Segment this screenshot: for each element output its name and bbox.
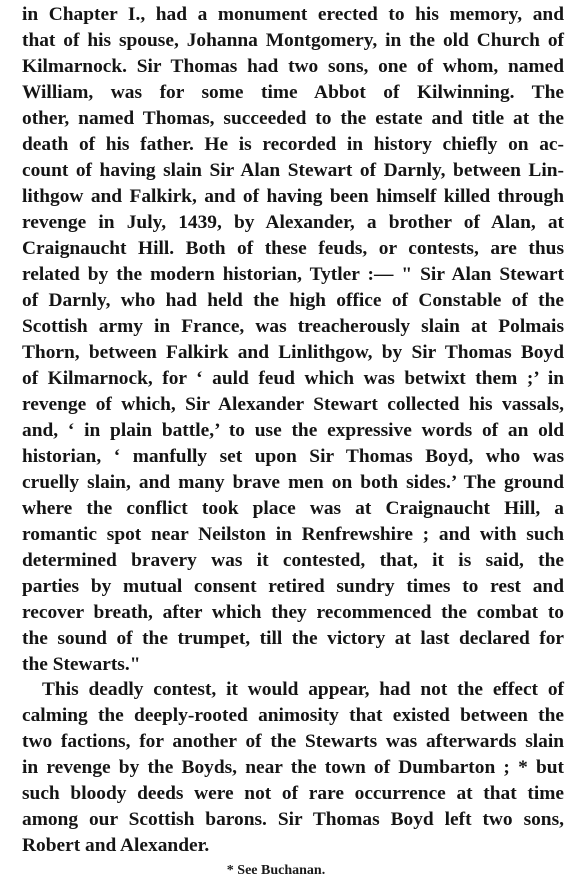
text-line: two factions, for another of the Stewarts was afterwards slain — [22, 731, 564, 752]
text-line: cruelly slain, and many brave men on both sides.’ The ground — [22, 472, 564, 493]
text-line: determined bravery was it contested, that, it is said, the — [22, 550, 564, 571]
footnote — [0, 862, 580, 880]
text-line: where the conflict took place was at Craignaucht Hill, a — [22, 498, 564, 519]
text-line: recover breath, after which they recommenced the combat to — [22, 602, 564, 623]
text-line: in revenge by the Boyds, near the town of Dumbarton ; * but — [22, 757, 564, 778]
text-line: the sound of the trumpet, till the victory at last declared for — [22, 628, 564, 649]
text-line: such bloody deeds were not of rare occurrence at that time — [22, 783, 564, 804]
text-line: that of his spouse, Johanna Montgomery, in the old Church of — [22, 30, 564, 51]
text-line: and, ‘ in plain battle,’ to use the expressive words of an old — [22, 420, 564, 441]
paragraph-2 — [22, 677, 564, 859]
text-line: Robert and Alexander. — [22, 835, 210, 856]
text-line: of Darnly, who had held the high office of Constable of the — [22, 290, 564, 311]
text-line: revenge in July, 1439, by Alexander, a brother of Alan, at — [22, 212, 564, 233]
text-line: This deadly contest, it would appear, had not the effect of — [42, 679, 564, 700]
text-line: of Kilmarnock, for ‘ auld feud which was betwixt them ;’ in — [22, 368, 564, 389]
text-line: other, named Thomas, succeeded to the estate and title at the — [22, 108, 564, 129]
text-line: lithgow and Falkirk, and of having been himself killed through — [22, 186, 564, 207]
text-line: death of his father. He is recorded in history chiefly on ac- — [22, 134, 564, 155]
text-line: historian, ‘ manfully set upon Sir Thomas Boyd, who was — [22, 446, 564, 467]
text-line: parties by mutual consent retired sundry times to rest and — [22, 576, 564, 597]
text-line: Craignaucht Hill. Both of these feuds, or contests, are thus — [22, 238, 564, 259]
text-line: among our Scottish barons. Sir Thomas Boyd left two sons, — [22, 809, 564, 830]
text-line: revenge of which, Sir Alexander Stewart collected his vassals, — [22, 394, 564, 415]
footnote-text: * See Buchanan. — [226, 863, 326, 878]
text-line: count of having slain Sir Alan Stewart of Darnly, between Lin- — [22, 160, 564, 181]
paragraph-1 — [22, 2, 564, 678]
text-line: calming the deeply-rooted animosity that existed between the — [22, 705, 564, 726]
text-line: Scottish army in France, was treacherously slain at Polmais — [22, 316, 564, 337]
text-line: the Stewarts." — [22, 654, 141, 675]
text-line: in Chapter I., had a monument erected to his memory, and — [22, 4, 564, 25]
text-line: romantic spot near Neilston in Renfrewshire ; and with such — [22, 524, 564, 545]
text-line: related by the modern historian, Tytler :— " Sir Alan Stewart — [22, 264, 564, 285]
text-line: Kilmarnock. Sir Thomas had two sons, one of whom, named — [22, 56, 564, 77]
text-line: William, was for some time Abbot of Kilwinning. The — [22, 82, 564, 103]
text-line: Thorn, between Falkirk and Linlithgow, by Sir Thomas Boyd — [22, 342, 564, 363]
